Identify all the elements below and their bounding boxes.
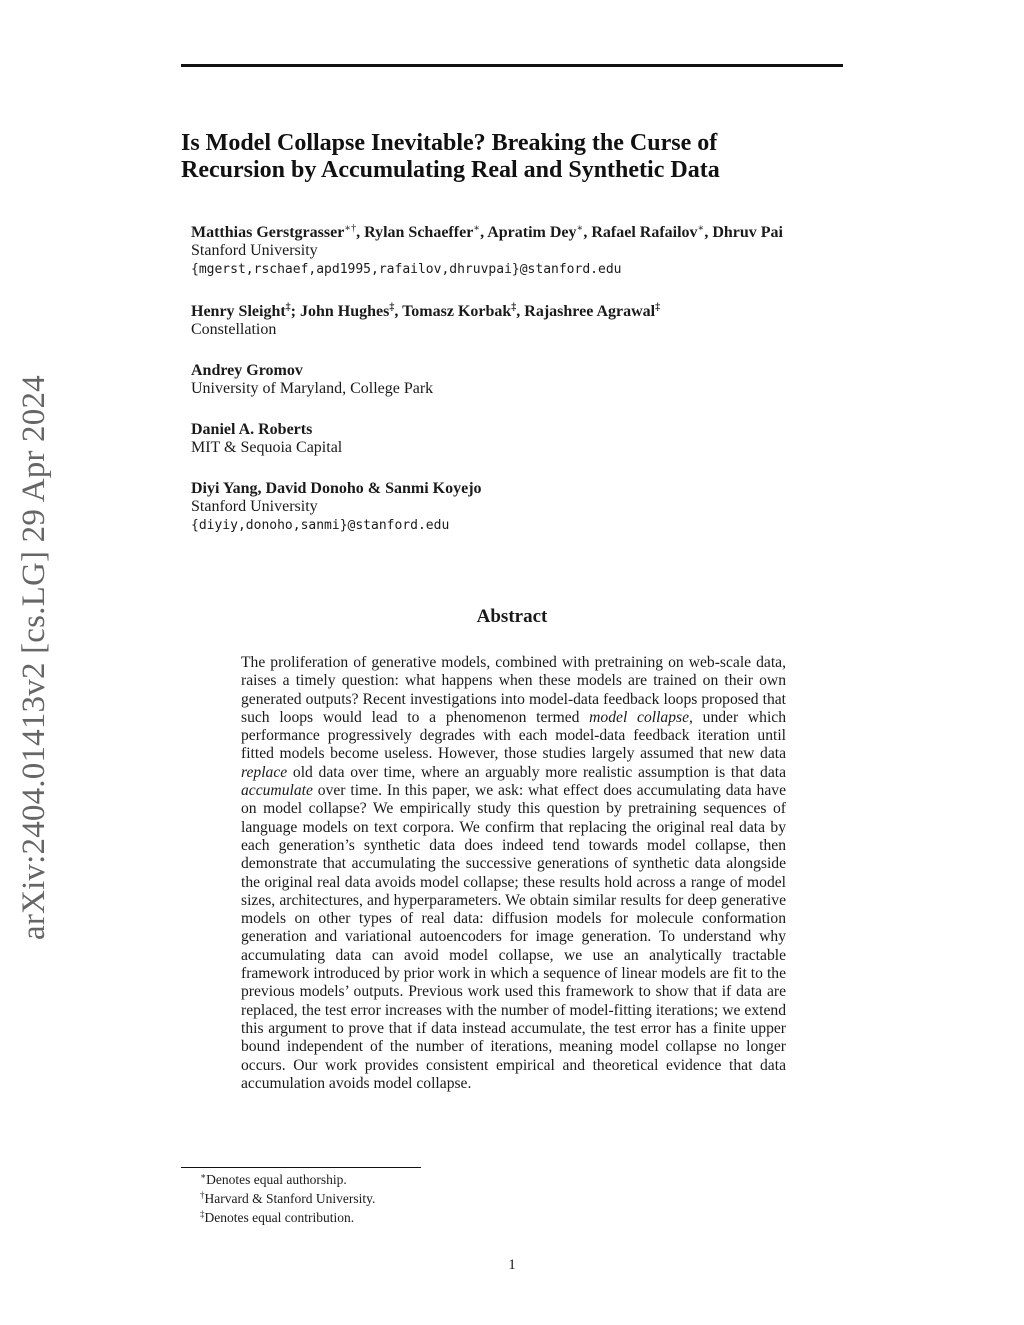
paper-title-line-2: Recursion by Accumulating Real and Synthetic Data bbox=[181, 157, 720, 183]
author-names bbox=[191, 479, 891, 498]
author-separator: , bbox=[356, 224, 365, 241]
author-affiliation: MIT & Sequoia Capital bbox=[191, 439, 343, 456]
author-separator: , bbox=[704, 224, 713, 241]
author-affiliation-mark: ‡ bbox=[655, 302, 661, 313]
author-name: Matthias Gerstgrasser bbox=[191, 224, 345, 241]
footnote-mark: † bbox=[200, 1190, 205, 1200]
paper-title-line-1: Is Model Collapse Inevitable? Breaking the Curse of bbox=[181, 130, 718, 156]
abstract-text: over time. In this paper, we ask: what effect does accumulating data have on model collapse? We empirically study this question by pretraining sequences of language models on text corpora. We confirm that replacing the original real data by each generation’s synthetic data does indeed tend towards model collapse, then demonstrate that accumulating the successive generations of synthetic data alongside the original real data avoids model collapse; these results hold across a range of model sizes, architectures, and hyperparameters. We obtain similar results for deep generative models on other types of real data: diffusion models for molecule conformation generation and variational autoencoders for image generation. To understand why accumulating data can avoid model collapse, we use an analytically tractable framework introduced by prior work in which a sequence of linear models are fit to the previous models’ outputs. Previous work used this framework to show that if data are replaced, the test error increases with the number of model-fitting iterations; we extend this argument to prove that if data instead accumulate, the test error has a finite upper bound independent of the number of iterations, meaning model collapse no longer occurs. Our work provides consistent empirical and theoretical evidence that data accumulation avoids model collapse. bbox=[241, 782, 786, 1092]
author-group bbox=[191, 420, 891, 457]
author-affiliation-mark: ‡ bbox=[511, 302, 517, 313]
author-affiliation-mark: ‡ bbox=[389, 302, 395, 313]
paper-title bbox=[181, 130, 861, 184]
author-group bbox=[191, 302, 891, 339]
author-name: Andrey Gromov bbox=[191, 362, 303, 379]
author-separator: , bbox=[394, 303, 403, 320]
abstract-emphasis: accumulate bbox=[241, 782, 313, 800]
author-name: Rafael Rafailov bbox=[591, 224, 698, 241]
author-name: Rajashree Agrawal bbox=[524, 303, 656, 320]
author-names bbox=[191, 420, 891, 439]
footnote-rule bbox=[181, 1167, 421, 1168]
author-names bbox=[191, 223, 891, 242]
author-group bbox=[191, 479, 891, 536]
page-number: 1 bbox=[508, 1257, 516, 1273]
footnote bbox=[200, 1170, 375, 1189]
footnote bbox=[200, 1189, 375, 1208]
author-names bbox=[191, 361, 891, 380]
author-affiliation-mark: ∗† bbox=[344, 223, 357, 234]
abstract-emphasis: replace bbox=[241, 763, 288, 781]
footnote-mark: ∗ bbox=[200, 1171, 207, 1181]
arxiv-identifier-stamp: arXiv:2404.01413v2 [cs.LG] 29 Apr 2024 bbox=[16, 375, 52, 940]
abstract-body bbox=[241, 654, 786, 1093]
footnote-text: Harvard & Stanford University. bbox=[204, 1191, 376, 1206]
author-names bbox=[191, 302, 891, 321]
author-name: Dhruv Pai bbox=[712, 224, 783, 241]
footnote-mark: ‡ bbox=[200, 1209, 205, 1219]
author-affiliation-mark: ‡ bbox=[285, 302, 291, 313]
footnote-text: Denotes equal contribution. bbox=[204, 1210, 355, 1225]
author-affiliation-mark: ∗ bbox=[473, 223, 481, 234]
footnotes bbox=[200, 1170, 375, 1227]
author-group bbox=[191, 361, 891, 398]
author-separator: , bbox=[480, 224, 488, 241]
author-email: {diyiy,donoho,sanmi}@stanford.edu bbox=[191, 518, 450, 533]
author-affiliation: Constellation bbox=[191, 321, 277, 338]
footnote-text: Denotes equal authorship. bbox=[206, 1172, 347, 1187]
author-separator: , bbox=[516, 303, 525, 320]
author-name: Tomasz Korbak bbox=[402, 303, 512, 320]
author-affiliation: University of Maryland, College Park bbox=[191, 380, 434, 397]
author-affiliation-mark: ∗ bbox=[576, 223, 584, 234]
author-name: John Hughes bbox=[300, 303, 390, 320]
abstract-text: old data over time, where an arguably more realistic assumption is that data bbox=[287, 763, 786, 781]
author-affiliation: Stanford University bbox=[191, 498, 318, 515]
author-list bbox=[191, 223, 891, 558]
abstract-text: The proliferation of generative models, combined with pretraining on web-scale data, raises a timely question: what happens when these models are trained on their own generated outputs? Recent investigations into model-data feedback loops proposed that such loops would lead to a phenomenon termed bbox=[241, 654, 786, 726]
abstract-heading: Abstract bbox=[476, 606, 548, 627]
abstract-text: , under which performance progressively degrades with each model-data feedback iteration until fitted models become useless. However, those studies largely assumed that new data bbox=[241, 708, 786, 763]
author-affiliation: Stanford University bbox=[191, 242, 318, 259]
author-name: Rylan Schaeffer bbox=[364, 224, 474, 241]
author-name: Apratim Dey bbox=[487, 224, 577, 241]
author-name: Henry Sleight bbox=[191, 303, 286, 320]
author-name: Diyi Yang, David Donoho & Sanmi Koyejo bbox=[191, 480, 482, 497]
author-separator: ; bbox=[290, 303, 300, 320]
author-affiliation-mark: ∗ bbox=[697, 223, 705, 234]
footnote bbox=[200, 1208, 375, 1227]
title-top-rule bbox=[181, 64, 843, 67]
author-name: Daniel A. Roberts bbox=[191, 421, 313, 438]
author-group bbox=[191, 223, 891, 280]
author-separator: , bbox=[583, 224, 592, 241]
abstract-emphasis: model collapse bbox=[589, 708, 689, 726]
author-email: {mgerst,rschaef,apd1995,rafailov,dhruvpai}@stanford.edu bbox=[191, 262, 622, 277]
